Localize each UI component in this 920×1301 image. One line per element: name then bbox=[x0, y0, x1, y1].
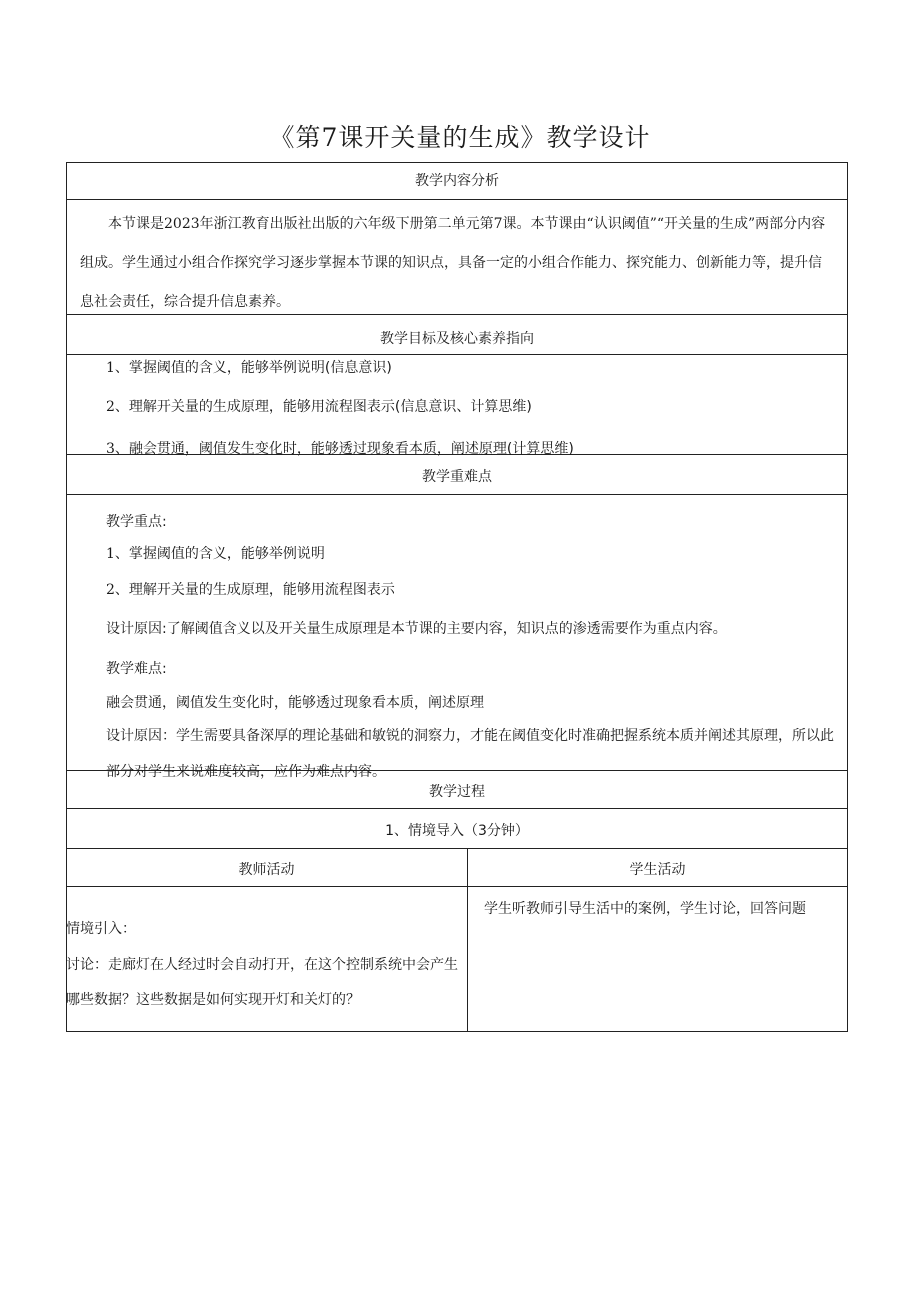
process-header: 教学过程 bbox=[429, 784, 485, 800]
focus-reason: 设计原因:了解阈值含义以及开关量生成原理是本节课的主要内容，知识点的渗透需要作为重点内容。 bbox=[106, 621, 727, 637]
teacher-activity-header: 教师活动 bbox=[238, 862, 295, 878]
student-activity-text: 学生听教师引导生活中的案例，学生讨论，回答问题 bbox=[484, 901, 806, 917]
focus-item-1: 1、掌握阈值的含义，能够举例说明 bbox=[106, 546, 325, 562]
teacher-activity-text: 讨论：走廊灯在人经过时会自动打开，在这个控制系统中会产生哪些数据？这些数据是如何实现开灯和关灯的？ bbox=[66, 957, 458, 1008]
objective-item-3: 3、融会贯通，阈值发生变化时，能够透过现象看本质，阐述原理(计算思维) bbox=[106, 441, 574, 457]
teacher-scenario-label: 情境引入： bbox=[66, 921, 136, 937]
key-points-section bbox=[66, 495, 848, 780]
student-activity-header: 学生活动 bbox=[629, 862, 686, 878]
table-divider bbox=[66, 848, 848, 849]
difficulty-text: 融会贯通，阈值发生变化时，能够透过现象看本质，阐述原理 bbox=[106, 695, 484, 711]
difficulty-label: 教学难点: bbox=[106, 661, 167, 677]
table-divider bbox=[66, 808, 848, 809]
difficulty-reason: 设计原因：学生需要具备深厚的理论基础和敏锐的洞察力，才能在阈值变化时准确把握系统本质并阐述其原理，所以此部分对学生来说难度较高，应作为难点内容。 bbox=[106, 728, 834, 780]
key-points-header: 教学重难点 bbox=[422, 469, 492, 485]
content-analysis-header: 教学内容分析 bbox=[415, 173, 499, 189]
objectives-section bbox=[66, 355, 848, 457]
focus-label: 教学重点: bbox=[106, 514, 167, 530]
page-title: 《第7课开关量的生成》教学设计 bbox=[269, 123, 651, 152]
content-analysis-section bbox=[66, 200, 848, 314]
content-analysis-text: 本节课是2023年浙江教育出版社出版的六年级下册第二单元第7课。本节课由“认识阈值”“开关量的生成”两部分内容组成。学生通过小组合作探究学习逐步掌握本节课的知识点，具备一定的小组合作能力、探究能力、创新能力等，提升信息社会责任，综合提升信息素养。 bbox=[80, 216, 826, 310]
focus-item-2: 2、理解开关量的生成原理，能够用流程图表示 bbox=[106, 582, 395, 598]
objectives-header: 教学目标及核心素养指向 bbox=[380, 331, 534, 347]
objective-item-1: 1、掌握阈值的含义，能够举例说明(信息意识) bbox=[106, 360, 392, 376]
objective-item-2: 2、理解开关量的生成原理，能够用流程图表示(信息意识、计算思维) bbox=[106, 399, 532, 415]
table-divider bbox=[66, 886, 848, 887]
step-title: 1、情境导入（3分钟） bbox=[385, 823, 529, 839]
